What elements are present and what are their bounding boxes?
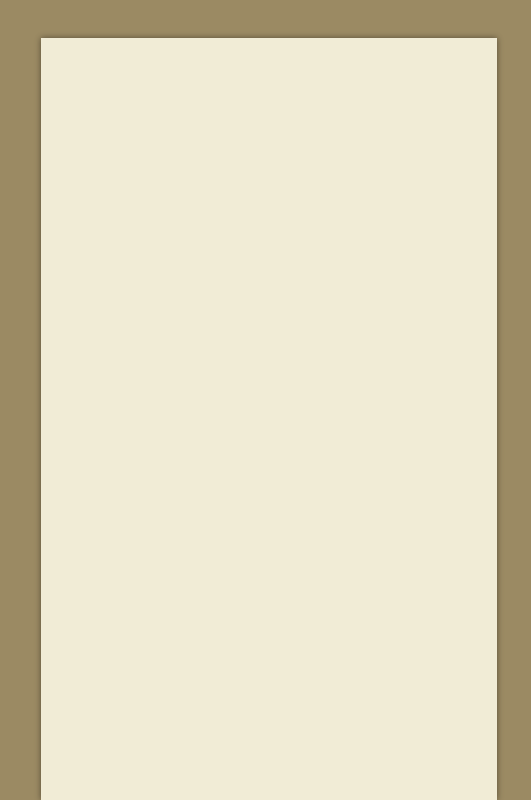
ledger-sheet (41, 38, 497, 800)
